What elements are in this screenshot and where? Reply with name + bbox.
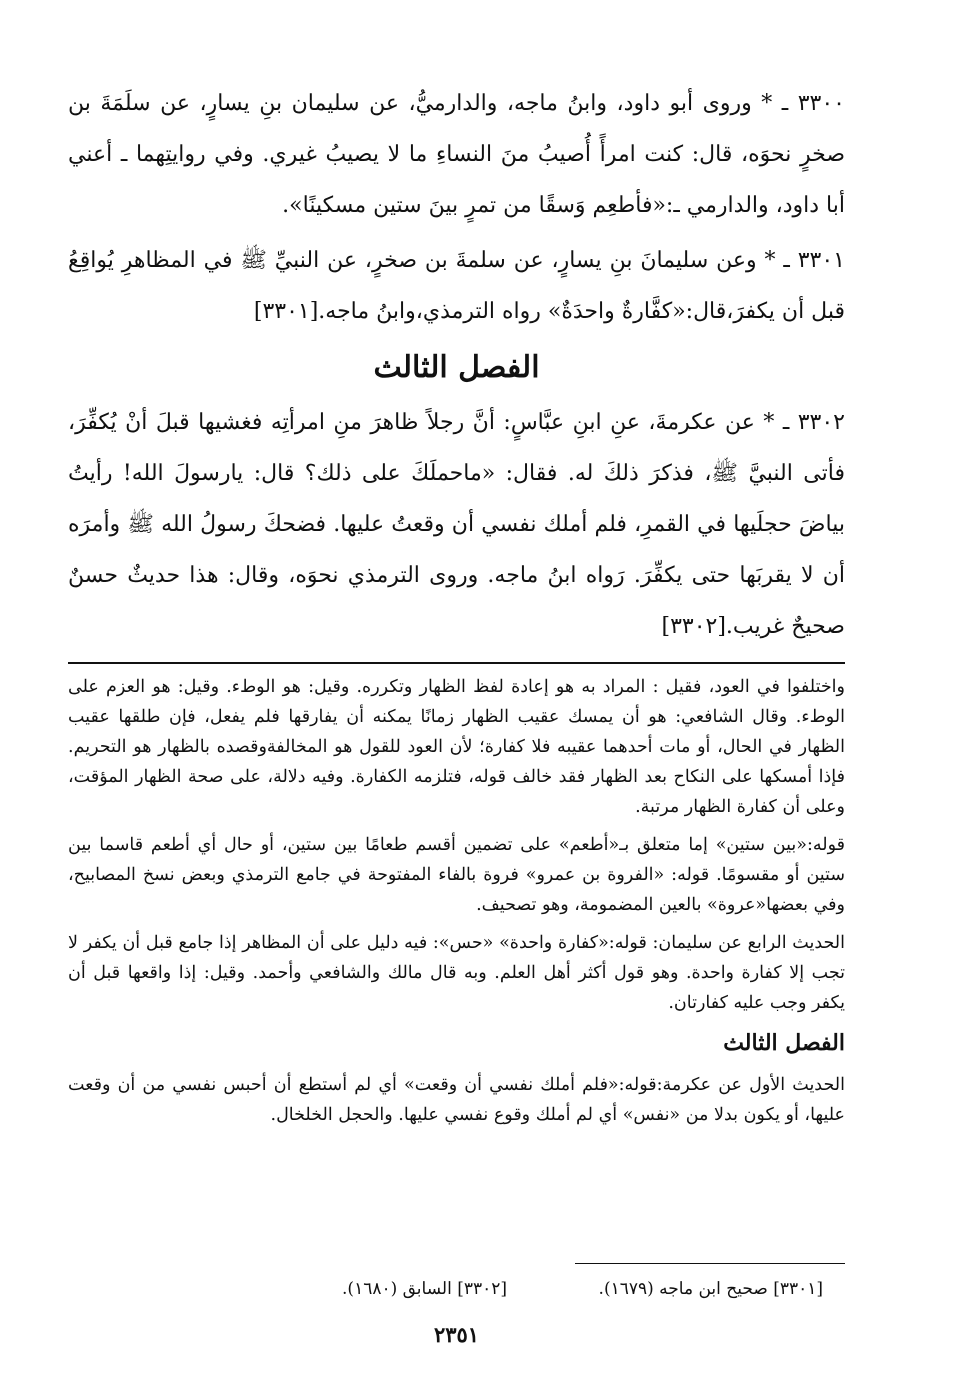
commentary — [68, 672, 845, 1138]
page-number: ٢٣٥١ — [433, 1322, 480, 1347]
footnote-divider — [575, 1263, 845, 1264]
commentary-paragraph: الحديث الأول عن عكرمة:قوله:«فلم أملك نفسي أن وقعت» أي لم أستطع أن أحبس نفسي من أن وقعت عليها، أو يكون بدلا من «نفس» أي لم أملك وقوع نفسي عليها. والحجل الخلخال. — [68, 1075, 845, 1125]
commentary-paragraph: الحديث الرابع عن سليمان: قوله:«كفارة واحدة» «حس»: فيه دليل على أن المظاهر إذا جامع قبل أن يكفر لا تجب إلا كفارة واحدة. وهو قول أكثر أهل العلم. وبه قال مالك والشافعي وأحمد. وقيل: إذا واقعها قبل أن يكفر وجب عليه كفارتان. — [68, 933, 845, 1013]
text-divider — [68, 662, 845, 664]
main-text — [68, 78, 845, 656]
footnote-3301: [٣٣٠١] صحيح ابن ماجه (١٦٧٩). — [598, 1279, 823, 1299]
commentary-paragraph: قوله:«بين ستين» إما متعلق بـ«أطعم» على تضمين أقسم طعامًا بين ستين، أو حال أي أطعم قاسما بين ستين أو مقسومًا. قوله: «الفروة بن عمرو» فروة بالفاء المفتوحة في جامع الترمذي وبعض نسخ المصابيح، وفي بعضها«عروة» بالعين المضمومة، وهو تصحيف. — [68, 835, 845, 915]
hadith-3301: ٣٣٠١ ـ * وعن سليمانَ بنِ يسارٍ، عن سلمةَ بن صخرٍ، عن النبيِّ ﷺ في المظاهرِ يُواقِعُ قبل أن يكفرَ،قال:«كفَّارةٌ واحدَةٌ» رواه الترمذي،وابنُ ماجه.[٣٣٠١] — [68, 248, 845, 324]
commentary-heading: الفصل الثالث — [723, 1030, 845, 1056]
hadith-3300: ٣٣٠٠ ـ * وروى أبو داود، وابنُ ماجه، والدارميُّ، عن سليمان بنِ يسارٍ، عن سلَمَةَ بن صخرٍ نحوَه، قال: كنت امرأً أُصيبُ منَ النساءِ ما لا يصيبُ غيري. وفي روايتِهما ـ أعني أبا داود، والدارمي ـ:«فأطعِم وَسقًا من تمرٍ بينَ ستين مسكينًا». — [68, 91, 845, 218]
section-title: الفصل الثالث — [373, 350, 540, 385]
footnote-3302: [٣٣٠٢] السابق (١٦٨٠). — [342, 1279, 507, 1299]
commentary-paragraph: واختلفوا في العود، فقيل : المراد به هو إعادة لفظ الظهار وتكرره. وقيل: هو الوطء. وقيل: هو العزم على الوطء. وقال الشافعي: هو أن يمسك عقيب الظهار زمانًا يمكنه أن يفارقها فلم يفعل، فإن طلقها عقيب الظهار في الحال، أو مات أحدهما عقيبه فلا كفارة؛ لأن العود للقول هو المخالفةوقصده بالظهار هو التحريم. فإذا أمسكها على النكاح بعد الظهار فقد خالف قوله، فتلزمه الكفارة. وفيه دلالة، على صحة الظهار المؤقت، وعلى أن كفارة الظهار مرتبة. — [68, 677, 845, 817]
hadith-3302: ٣٣٠٢ ـ * عن عكرمةَ، عنِ ابنِ عبَّاسٍ: أنَّ رجلاً ظاهرَ منِ امرأتِه فغشيها قبلَ أنْ يُكفِّرَ، فأتى النبيَّ ﷺ، فذكرَ ذلكَ له. فقال: «ماحملَكَ على ذلك؟ قال: يارسولَ الله! رأيتُ بياضَ حجلَيها في القمرِ، فلم أملك نفسي أن وقعتُ عليها. فضحكَ رسولُ الله ﷺ وأمرَه أن لا يقربَها حتى يكفِّرَ. رَواه ابنُ ماجه. وروى الترمذي نحوَه، وقال: هذا حديثٌ حسنٌ صحيحٌ غريب.[٣٣٠٢] — [68, 410, 845, 639]
